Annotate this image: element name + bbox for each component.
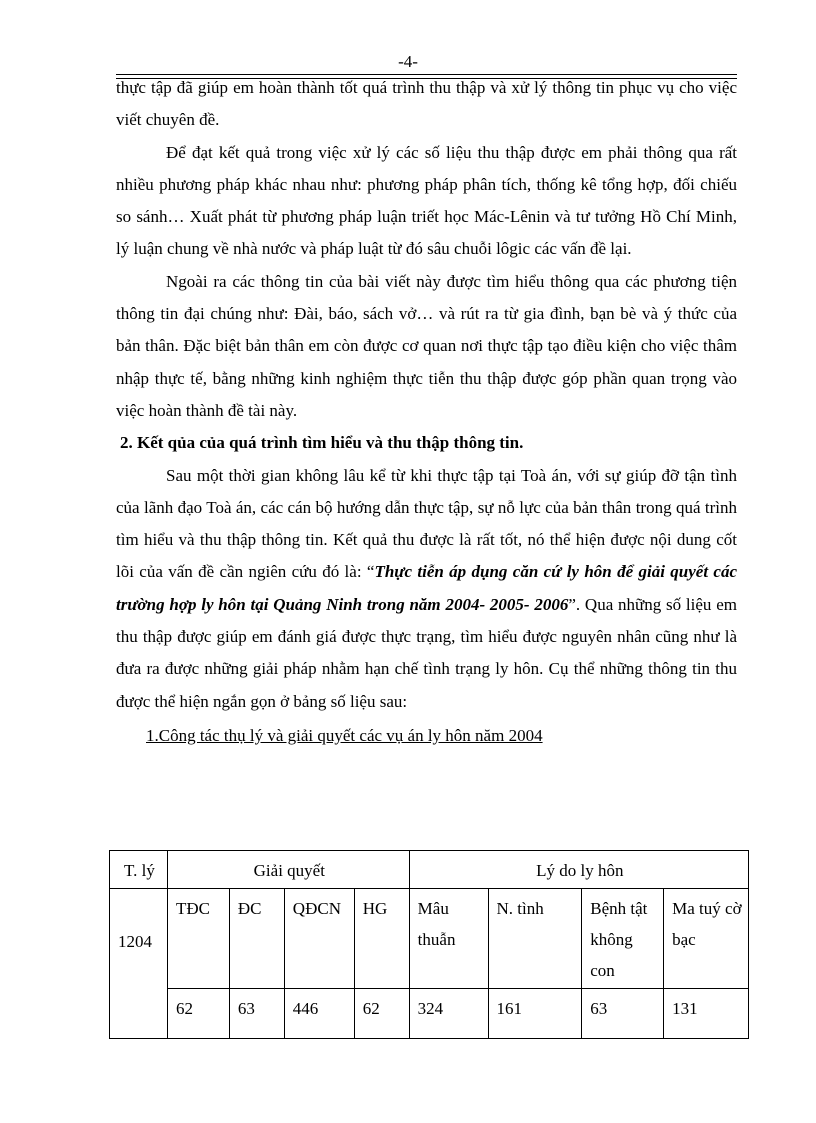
paragraph-4: [116, 460, 737, 718]
paragraph-2: Để đạt kết quả trong việc xử lý các số liệu thu thập được em phải thông qua rất nhiều phương pháp khác nhau như: phương pháp phân tích, thống kê tổng hợp, đối chiếu so sánh… Xuất phát từ phương pháp luận triết học Mác-Lênin và tư tưởng Hồ Chí Minh, lý luận chung về nhà nước và pháp luật từ đó sâu chuỗi lôgic các vấn đề lại.: [116, 142, 737, 259]
section-heading: 2. Kết qủa của quá trình tìm hiểu và thu thập thông tin.: [120, 433, 524, 453]
table-header-row: [110, 851, 749, 889]
col-tdc: TĐC: [167, 889, 229, 989]
paragraph-1: thực tập đã giúp em hoàn thành tốt quá trình thu thập và xử lý thông tin phục vụ cho việc viết chuyên đề.: [116, 78, 737, 130]
table-row: [110, 989, 749, 1039]
cell-benh-tat: 63: [582, 989, 664, 1039]
cell-ngoai-tinh: 161: [488, 989, 582, 1039]
table-subheader-row: [110, 889, 749, 989]
table-caption: 1.Công tác thụ lý và giải quyết các vụ án ly hôn năm 2004: [146, 725, 543, 745]
cell-dc: 63: [229, 989, 284, 1039]
cell-thu-ly-value: 1204: [110, 889, 168, 1039]
col-dc: ĐC: [229, 889, 284, 989]
col-ma-tuy: Ma tuý cờ bạc: [664, 889, 749, 989]
col-ngoai-tinh: N. tình: [488, 889, 582, 989]
cell-mau-thuan: 324: [409, 989, 488, 1039]
header-ly-do: Lý do ly hôn: [409, 851, 748, 889]
header-giai-quyet: Giải quyết: [167, 851, 409, 889]
cell-tdc: 62: [167, 989, 229, 1039]
header-thu-ly: T. lý: [110, 851, 168, 889]
document-body: [116, 72, 737, 752]
cell-hg: 62: [354, 989, 409, 1039]
cell-ma-tuy: 131: [664, 989, 749, 1039]
paragraph-4-tail: ”. Qua những số liệu em thu thập được giúp em đánh giá được thực trạng, tìm hiểu được nguyên nhân cũng như là đưa ra được những giải pháp nhằm hạn chế tình trạng ly hôn. Cụ thể những thông tin thu được thể hiện ngắn gọn ở bảng số liệu sau:: [116, 594, 737, 711]
col-benh-tat: Bệnh tật không con: [582, 889, 664, 989]
paragraph-4-lead: Sau một thời gian không lâu kể từ khi thực tập tại Toà án, với sự giúp đỡ tận tình của lãnh đạo Toà án, các cán bộ hướng dẫn thực tập, sự nỗ lực của bản thân trong quá trình tìm hiểu và thu thập thông tin. Kết quả thu được là rất tốt, nó thể hiện được nội dung cốt lõi của vấn đề cần ngiên cứu đó là: “: [116, 465, 737, 582]
paragraph-3: Ngoài ra các thông tin của bài viết này được tìm hiểu thông qua các phương tiện thông tin đại chúng như: Đài, báo, sách vở… và rút ra từ gia đình, bạn bè và ý thức của bản thân. Đặc biệt bản thân em còn được cơ quan nơi thực tập tạo điều kiện cho việc thâm nhập thực tế, bằng những kinh nghiệm thực tiễn thu thập được góp phần quan trọng vào việc hoàn thành đề tài này.: [116, 271, 737, 420]
divorce-statistics-table: [109, 850, 749, 1039]
cell-qdcn: 446: [284, 989, 354, 1039]
col-qdcn: QĐCN: [284, 889, 354, 989]
col-hg: HG: [354, 889, 409, 989]
page-number: -4-: [398, 52, 418, 71]
col-mau-thuan: Mâu thuẫn: [409, 889, 488, 989]
topic-title-quote: Thực tiễn áp dụng căn cứ ly hôn để giải quyết các trường hợp ly hôn tại Quảng Ninh trong năm 2004- 2005- 2006: [116, 562, 737, 614]
